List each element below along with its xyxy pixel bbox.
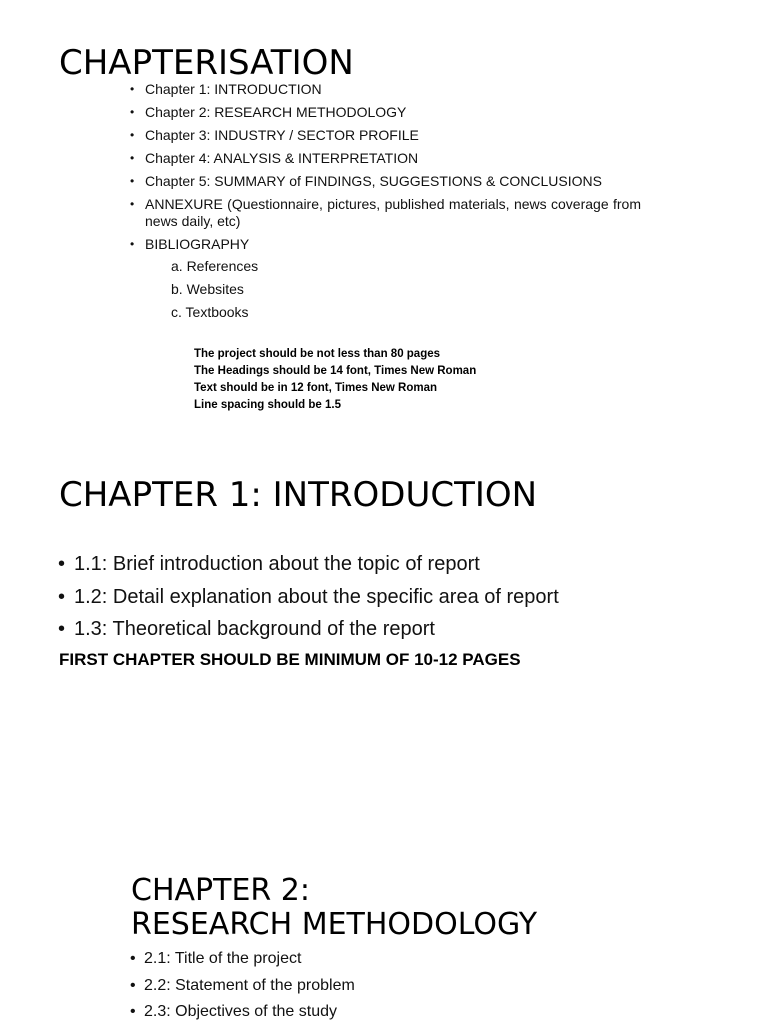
note-line: The Headings should be 14 font, Times New Roman [194,365,477,377]
note-line: Text should be in 12 font, Times New Roman [194,382,438,394]
chapter2-title-line2: RESEARCH METHODOLOGY [131,907,538,942]
list-item: b. Websites [171,281,244,297]
list-item: • BIBLIOGRAPHY [145,236,641,253]
list-item: • Chapter 2: RESEARCH METHODOLOGY [145,104,641,121]
list-item: • Chapter 1: INTRODUCTION [145,81,641,98]
bibliography-sublist [171,258,258,327]
list-item: • Chapter 4: ANALYSIS & INTERPRETATION [145,150,641,167]
chapter1-list [74,548,559,646]
list-item: c. Textbooks [171,304,249,320]
list-item: • 1.1: Brief introduction about the topic of report [74,548,559,581]
chapter-list [145,81,641,259]
chapterisation-title: CHAPTERISATION [59,43,354,83]
chapter2-title-line1: CHAPTER 2: [131,873,310,908]
chapter2-title [131,874,537,942]
list-item: • Chapter 5: SUMMARY of FINDINGS, SUGGESTIONS & CONCLUSIONS [145,173,641,190]
list-item: • 1.3: Theoretical background of the report [74,613,559,646]
chapter2-list [144,946,355,1026]
note-line: Line spacing should be 1.5 [194,399,341,411]
list-item: • 2.1: Title of the project [144,946,355,973]
list-item: • ANNEXURE (Questionnaire, pictures, published materials, news coverage from news daily, etc) [145,196,641,230]
list-item: • Chapter 3: INDUSTRY / SECTOR PROFILE [145,127,641,144]
note-line: The project should be not less than 80 pages [194,348,441,360]
list-item: • 2.3: Objectives of the study [144,999,355,1026]
chapter1-page-note: FIRST CHAPTER SHOULD BE MINIMUM OF 10-12 PAGES [59,650,521,669]
formatting-notes [194,346,476,414]
list-item: a. References [171,258,259,274]
list-item: • 2.2: Statement of the problem [144,973,355,1000]
chapter1-title: CHAPTER 1: INTRODUCTION [59,475,538,515]
list-item: • 1.2: Detail explanation about the specific area of report [74,581,559,614]
